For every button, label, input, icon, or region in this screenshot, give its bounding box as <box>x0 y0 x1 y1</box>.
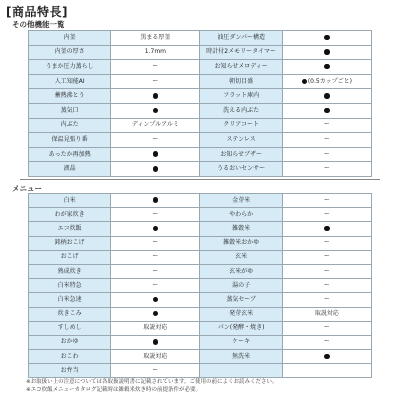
feature-value-cell <box>282 236 371 250</box>
table-row <box>29 31 372 46</box>
cell-text: 保温見張り番 <box>51 135 88 143</box>
cell-text: 時計付2メモリータイマー <box>206 48 276 56</box>
feature-label-cell <box>29 350 111 364</box>
cell-text: 湯の子 <box>232 281 251 289</box>
table-row <box>29 264 372 278</box>
feature-label-cell <box>200 45 282 60</box>
footnotes <box>26 379 278 394</box>
feature-label-cell <box>29 335 111 349</box>
feature-value-cell <box>111 250 200 264</box>
feature-label-cell <box>200 103 282 118</box>
filled-circle-icon <box>153 339 159 345</box>
not-available-dash: ー <box>323 253 330 261</box>
feature-label-cell <box>29 74 111 89</box>
footnote: ※エコ炊飯メニューカタログ記載時は雑穀米炊き時の前提条件が必要。 <box>26 386 202 393</box>
feature-label-cell <box>200 236 282 250</box>
not-available-dash: ー <box>323 165 330 173</box>
cell-text: お知らせメロディー <box>214 62 268 70</box>
cell-text: 熟成炊き <box>57 267 82 275</box>
feature-label-cell <box>29 118 111 133</box>
cell-text: おこわ <box>60 352 79 360</box>
feature-value-cell <box>111 307 200 321</box>
cell-text: 油圧ダンパー構造 <box>217 33 265 41</box>
cell-text: 無洗米 <box>232 352 251 360</box>
feature-value-cell <box>111 133 200 148</box>
feature-value-cell <box>282 118 371 133</box>
feature-label-cell <box>29 307 111 321</box>
feature-label-cell <box>200 89 282 104</box>
feature-label-cell <box>29 364 111 378</box>
table-row <box>29 118 372 133</box>
not-available-dash: ー <box>152 267 159 275</box>
cell-text: すしめし <box>57 324 82 332</box>
table-row <box>29 194 372 208</box>
table-row <box>29 250 372 264</box>
footnote: ※お取扱い上の注意については各取扱説明書に記載されています。ご使用の前によくお読みください。 <box>26 379 278 385</box>
not-available-dash: ー <box>323 150 330 158</box>
cell-text: 炊きこみ <box>57 310 82 318</box>
feature-value-cell <box>111 279 200 293</box>
feature-value-cell <box>282 133 371 148</box>
table-row <box>29 162 372 177</box>
feature-value-cell <box>111 103 200 118</box>
cell-text: 内ぶた <box>60 121 79 129</box>
table-row <box>29 74 372 89</box>
cell-text: 取説対応 <box>143 324 168 332</box>
feature-label-cell <box>200 321 282 335</box>
feature-value-cell <box>282 194 371 208</box>
table-row <box>29 147 372 162</box>
filled-circle-icon <box>302 79 307 84</box>
features-table <box>28 30 372 177</box>
cell-text: 白米 <box>63 196 76 204</box>
table-row <box>29 321 372 335</box>
feature-label-cell <box>29 45 111 60</box>
feature-value-cell <box>282 60 371 75</box>
feature-label-cell <box>29 264 111 278</box>
table-row <box>29 103 372 118</box>
feature-label-cell <box>200 335 282 349</box>
feature-value-cell <box>111 208 200 222</box>
feature-value-cell <box>111 194 200 208</box>
feature-label-cell <box>200 133 282 148</box>
table-row <box>29 279 372 293</box>
feature-value-cell <box>282 162 371 177</box>
table-row <box>29 89 372 104</box>
not-available-dash: ー <box>323 239 330 247</box>
cell-text: クリアコート <box>223 121 259 129</box>
feature-value-cell <box>282 103 371 118</box>
cell-text: 蒸気セーブ <box>226 295 256 303</box>
not-available-dash: ー <box>323 210 330 218</box>
filled-circle-icon <box>153 93 159 99</box>
feature-value-cell <box>111 31 200 46</box>
cell-text: やわらか <box>229 210 254 218</box>
filled-circle-icon <box>324 49 330 55</box>
not-available-dash: ー <box>323 295 330 303</box>
table-row <box>29 350 372 364</box>
table-row <box>29 364 372 378</box>
filled-circle-icon <box>324 108 330 114</box>
not-available-dash: ー <box>323 281 330 289</box>
feature-value-cell <box>282 45 371 60</box>
cell-text: フラット庫内 <box>223 92 260 100</box>
table-row <box>29 236 372 250</box>
filled-circle-icon <box>153 151 159 157</box>
cell-text: 人工知能AI <box>54 77 85 85</box>
menu-table <box>28 193 372 378</box>
cell-text: 黒まる厚釜 <box>140 33 171 41</box>
not-available-dash: ー <box>152 135 159 143</box>
cell-text: 朝切目盛 <box>229 77 254 85</box>
features-section-title: その他機能一覧 <box>12 20 65 29</box>
page-title: [商品特長] <box>6 5 68 19</box>
feature-value-cell <box>282 147 371 162</box>
not-available-dash: ー <box>152 281 159 289</box>
not-available-dash: ー <box>323 121 330 129</box>
feature-value-cell <box>111 335 200 349</box>
cell-text: (0.5カップごと) <box>307 77 352 85</box>
cell-text: 液晶 <box>63 165 76 173</box>
feature-label-cell <box>29 89 111 104</box>
feature-label-cell <box>200 350 282 364</box>
filled-circle-icon <box>324 64 330 70</box>
filled-circle-icon <box>324 226 330 232</box>
filled-circle-icon <box>153 108 159 114</box>
feature-value-cell <box>282 364 371 378</box>
feature-value-cell <box>282 89 371 104</box>
table-row <box>29 307 372 321</box>
filled-circle-icon <box>153 226 159 232</box>
feature-value-cell <box>111 222 200 236</box>
menu-section-title: メニュー <box>12 184 42 193</box>
cell-text: おかゆ <box>60 338 79 346</box>
feature-value-cell <box>282 350 371 364</box>
feature-label-cell <box>200 147 282 162</box>
feature-value-cell <box>111 45 200 60</box>
cell-text: 内釜の厚さ <box>54 48 85 56</box>
not-available-dash: ー <box>152 239 159 247</box>
feature-label-cell <box>200 264 282 278</box>
feature-label-cell <box>29 293 111 307</box>
table-row <box>29 293 372 307</box>
filled-circle-icon <box>153 166 159 172</box>
feature-value-cell <box>111 293 200 307</box>
cell-text: お弁当 <box>60 366 79 374</box>
cell-text: 白米特急 <box>57 281 82 289</box>
section-divider <box>20 179 380 180</box>
feature-value-cell <box>111 60 200 75</box>
feature-label-cell <box>29 208 111 222</box>
feature-label-cell <box>200 194 282 208</box>
feature-label-cell <box>200 307 282 321</box>
cell-text: パン(発酵・焼き) <box>217 324 265 332</box>
feature-label-cell <box>200 293 282 307</box>
feature-label-cell <box>29 194 111 208</box>
table-row <box>29 133 372 148</box>
feature-label-cell <box>200 222 282 236</box>
feature-value-cell <box>282 74 371 89</box>
cell-text: 金芽米 <box>232 196 251 204</box>
cell-text: 玄米 <box>235 253 248 261</box>
cell-text: 発芽玄米 <box>229 310 254 318</box>
not-available-dash: ー <box>152 366 159 374</box>
cell-text: うるおいセンサー <box>217 165 266 173</box>
filled-circle-icon <box>324 93 330 99</box>
feature-value-cell <box>111 236 200 250</box>
cell-text: あったか再加熱 <box>48 150 91 158</box>
cell-text: 内釜 <box>63 33 76 41</box>
feature-label-cell <box>200 60 282 75</box>
feature-value-cell <box>282 31 371 46</box>
cell-text: エコ炊飯 <box>57 224 82 232</box>
feature-label-cell <box>29 31 111 46</box>
feature-label-cell <box>200 74 282 89</box>
not-available-dash: ー <box>152 210 159 218</box>
feature-value-cell <box>282 307 371 321</box>
feature-value-cell <box>111 162 200 177</box>
feature-value-cell <box>282 208 371 222</box>
table-row <box>29 208 372 222</box>
feature-label-cell <box>29 321 111 335</box>
filled-circle-icon <box>153 311 159 317</box>
feature-label-cell <box>200 31 282 46</box>
feature-value-cell <box>111 118 200 133</box>
cell-text: 銘柄おこげ <box>54 239 85 247</box>
cell-text: 蒸気口 <box>60 106 79 114</box>
feature-value-cell <box>111 74 200 89</box>
feature-value-cell <box>282 321 371 335</box>
cell-text: 玄米がゆ <box>229 267 254 275</box>
feature-label-cell <box>200 279 282 293</box>
feature-value-cell <box>111 89 200 104</box>
filled-circle-icon <box>153 297 159 303</box>
feature-label-cell <box>200 364 282 378</box>
feature-label-cell <box>29 250 111 264</box>
table-row <box>29 45 372 60</box>
table-row <box>29 222 372 236</box>
cell-text: 白米急速 <box>57 295 82 303</box>
cell-text: 取説対応 <box>143 352 168 360</box>
not-available-dash: ー <box>323 135 330 143</box>
cell-text: 雑穀米おかゆ <box>223 239 260 247</box>
feature-label-cell <box>29 162 111 177</box>
cell-text: 1.7mm <box>144 48 167 56</box>
feature-label-cell <box>29 222 111 236</box>
feature-value-cell <box>282 335 371 349</box>
not-available-dash: ー <box>152 62 159 70</box>
table-row <box>29 335 372 349</box>
not-available-dash: ー <box>323 267 330 275</box>
feature-label-cell <box>29 236 111 250</box>
cell-text: おこげ <box>60 253 79 261</box>
feature-label-cell <box>200 118 282 133</box>
cell-text: ディンプルアルミ <box>131 121 179 129</box>
not-available-dash: ー <box>323 324 330 332</box>
cell-text: 蓄熱沸とう <box>54 92 85 100</box>
not-available-dash: ー <box>323 196 330 204</box>
not-available-dash: ー <box>323 338 330 346</box>
feature-label-cell <box>200 208 282 222</box>
not-available-dash: ー <box>152 253 159 261</box>
cell-text: うまか圧力蒸らし <box>45 62 94 70</box>
cell-text: ステンレス <box>226 135 256 143</box>
feature-label-cell <box>29 103 111 118</box>
table-row <box>29 60 372 75</box>
cell-text: 雑穀米 <box>232 224 251 232</box>
feature-value-cell <box>282 293 371 307</box>
feature-value-cell <box>111 321 200 335</box>
cell-text: お知らせブザー <box>220 150 263 158</box>
feature-value-cell <box>282 250 371 264</box>
feature-value-cell <box>282 222 371 236</box>
feature-value-cell <box>111 147 200 162</box>
feature-value-cell <box>111 264 200 278</box>
feature-value-cell <box>282 279 371 293</box>
feature-value-cell <box>111 364 200 378</box>
cell-text: ケーキ <box>232 338 251 346</box>
not-available-dash: ー <box>152 77 159 85</box>
cell-text: 取説対応 <box>314 310 339 318</box>
feature-label-cell <box>200 250 282 264</box>
feature-value-cell <box>282 264 371 278</box>
filled-circle-icon <box>153 197 159 203</box>
feature-label-cell <box>200 162 282 177</box>
feature-label-cell <box>29 147 111 162</box>
cell-text: 洗える内ぶた <box>223 106 260 114</box>
filled-circle-icon <box>324 35 330 41</box>
filled-circle-icon <box>324 354 330 360</box>
feature-value-cell <box>111 350 200 364</box>
feature-label-cell <box>29 60 111 75</box>
feature-label-cell <box>29 279 111 293</box>
feature-label-cell <box>29 133 111 148</box>
cell-text: わが家炊き <box>54 210 85 218</box>
